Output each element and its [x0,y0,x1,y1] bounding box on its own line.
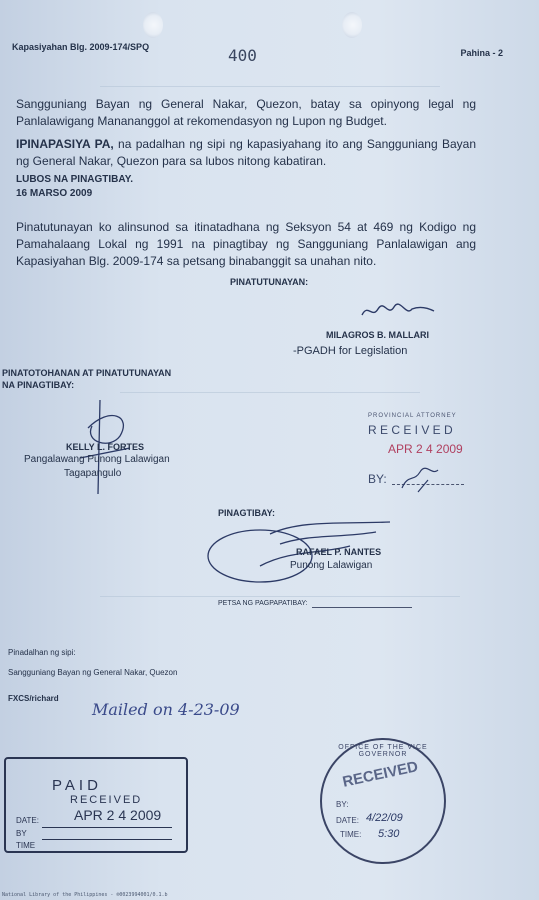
governor-name: RAFAEL P. NANTES [296,547,382,557]
round-stamp-word: RECEIVED [341,758,420,791]
copy-furnished-to: Sangguniang Bayan ng General Nakar, Quezon [8,668,178,677]
received-initials [398,464,458,494]
vice-governor-stamp [320,738,446,864]
paragraph-2-lead: IPINAPASIYA PA, [16,137,114,151]
time-label: TIME [16,841,36,850]
copy-furnished-label: Pinadalhan ng sipi: [8,648,76,657]
paragraph-3: Pinatutunayan ko alinsunod sa itinatadhana ng Seksyon 54 at 469 ng Kodigo ng Pamahalaang Lokal ng 1991 na pinagtibay ng Sangguniang Panlalawigan ang Kapasiyahan Blg. 2009-174 sa petsang binabanggit sa unahan nito. [16,220,476,268]
date-label: DATE: [16,816,39,825]
initials: FXCS/richard [8,694,59,703]
certifier-name: MILAGROS B. MALLARI [326,330,429,340]
attest-label-1: PINATOTOHANAN AT PINATUTUNAYAN [2,368,172,378]
received-stamp-office: PROVINCIAL ATTORNEY [368,413,457,419]
paid-word: PAID [52,777,102,794]
received-stamp-date: APR 2 4 2009 [388,442,463,456]
governor-title: Punong Lalawigan [290,560,373,571]
time-line [42,839,172,840]
mallari-signature [360,297,440,323]
paragraph-2-rest: na padalhan ng sipi ng kapasiyahang ito ang Sangguniang Bayan ng General Nakar, Quezon para sa lubos nitong kabatiran. [16,137,476,168]
received-word: RECEIVED [70,794,143,806]
round-stamp-office: OFFICE OF THE VICE GOVERNOR [338,744,428,758]
paragraph-2 [16,136,476,170]
resolution-number: Kapasiyahan Blg. 2009-174/SPQ [12,42,150,52]
stamped-page-number: 400 [228,46,257,65]
round-stamp-time: 5:30 [378,828,400,840]
attester-title-2: Tagapangulo [64,468,122,479]
approval-date-line [312,607,412,608]
approved-date: 16 MARSO 2009 [16,188,93,199]
attester-name: KELLY L. FORTES [66,442,145,452]
footer-source: National Library of the Philippines - ®0023994001/0.1.b [2,892,168,898]
punch-hole-right [342,12,362,38]
approved-by-label: PINAGTIBAY: [218,508,276,518]
bleed-through [120,392,420,397]
paid-stamp-date: APR 2 4 2009 [74,807,162,823]
round-stamp-by: BY: [336,800,349,809]
mailed-note: Mailed on 4-23-09 [92,700,240,719]
certified-label: PINATUTUNAYAN: [230,277,309,287]
certifier-title: -PGADH for Legislation [293,345,408,357]
paragraph-1: Sangguniang Bayan ng General Nakar, Quezon, batay sa opinyong legal ng Panlalawigang Manananggol at rekomendasyon ng Lupon ng Budget. [16,97,476,128]
round-stamp-time-label: TIME: [340,830,362,839]
received-stamp-by: BY: [368,472,387,486]
round-stamp-date-label: DATE: [336,816,359,825]
page-number: Pahina - 2 [460,48,503,58]
approved-heading: LUBOS NA PINAGTIBAY. [16,174,134,185]
paid-received-stamp [4,757,188,853]
by-label: BY [16,829,27,838]
punch-hole-left [143,12,163,38]
attest-label-2: NA PINAGTIBAY: [2,380,75,390]
by-line [42,827,172,828]
received-stamp-word: R E C E I V E D [368,423,453,437]
bleed-through [100,86,440,93]
approval-date-label: PETSA NG PAGPAPATIBAY: [218,600,308,607]
round-stamp-date: 4/22/09 [366,812,403,824]
attester-title-1: Pangalawang Punong Lalawigan [24,454,170,465]
